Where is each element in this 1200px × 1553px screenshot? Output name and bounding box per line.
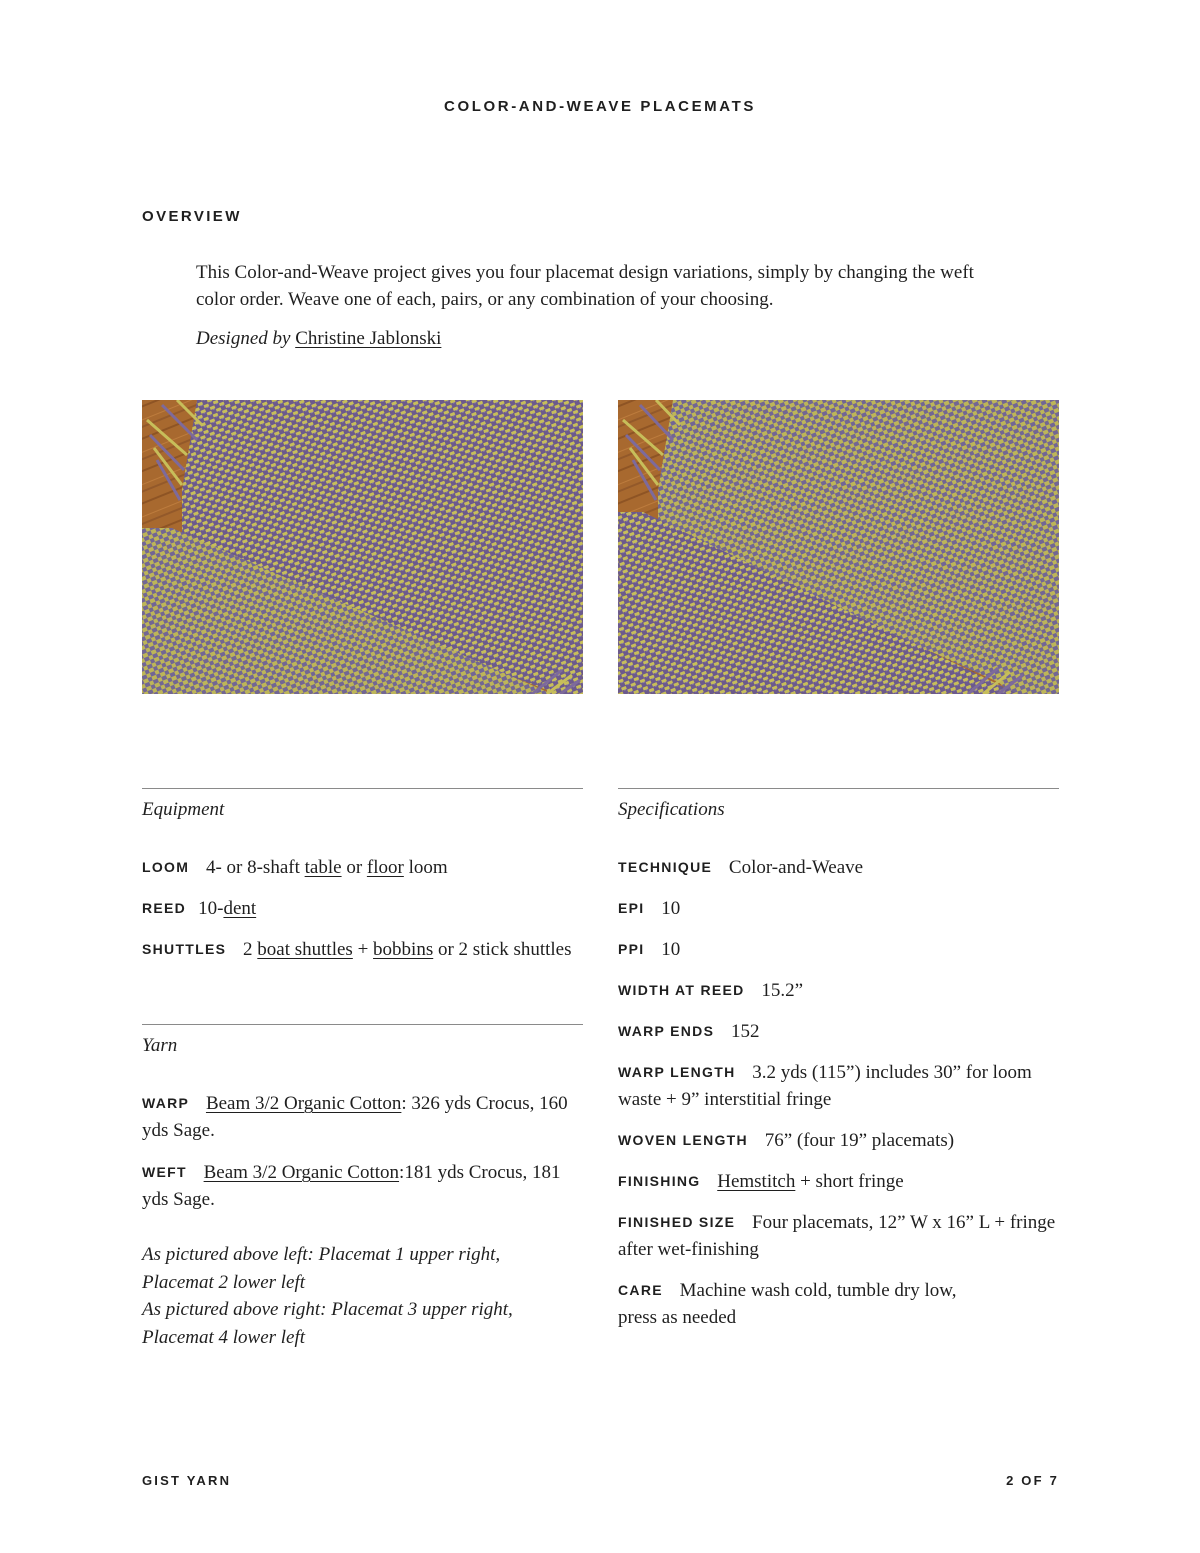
care-label: CARE xyxy=(618,1282,663,1298)
pictured-note-line: As pictured above left: Placemat 1 upper right, xyxy=(142,1244,501,1265)
placemat-photo-right xyxy=(618,400,1059,694)
weft-label: WEFT xyxy=(142,1164,187,1180)
spec-woven-length xyxy=(618,1127,1059,1154)
finished-size-value: Four placemats, 12” W x 16” L + fringe after wet-finishing xyxy=(618,1212,1056,1260)
yarn-weft xyxy=(142,1159,583,1213)
specifications-divider xyxy=(618,788,1059,789)
spec-epi xyxy=(618,895,1059,922)
warp-length-label: WARP LENGTH xyxy=(618,1064,736,1080)
pictured-note-line: As pictured above right: Placemat 3 upper right, xyxy=(142,1299,513,1320)
equipment-shuttles xyxy=(142,936,583,963)
table-loom-link[interactable]: table xyxy=(304,857,342,878)
bobbins-link[interactable]: bobbins xyxy=(373,939,434,960)
equipment-divider xyxy=(142,788,583,789)
pictured-note-line: Placemat 2 lower left xyxy=(142,1271,306,1293)
finished-size-label: FINISHED SIZE xyxy=(618,1214,736,1230)
finishing-label: FINISHING xyxy=(618,1173,701,1189)
spec-warp-length xyxy=(618,1059,1059,1113)
reed-label: REED xyxy=(142,900,187,916)
loom-mid: or xyxy=(346,857,363,878)
epi-value: 10 xyxy=(661,898,681,919)
warp-yarn-link[interactable]: Beam 3/2 Organic Cotton xyxy=(205,1093,402,1114)
ppi-value: 10 xyxy=(661,939,681,960)
spec-finishing xyxy=(618,1168,1059,1195)
warp-length-value: 3.2 yds (115”) includes 30” for loom waste + 9” interstitial fringe xyxy=(618,1062,1032,1110)
equipment-yarn-column xyxy=(142,788,583,1351)
loom-suffix: loom xyxy=(408,857,448,878)
technique-label: TECHNIQUE xyxy=(618,859,713,875)
designed-by-label: Designed by xyxy=(196,328,291,349)
footer-brand: GIST YARN xyxy=(142,1473,232,1488)
epi-label: EPI xyxy=(618,900,645,916)
specifications-column xyxy=(618,788,1059,1331)
overview-description xyxy=(196,259,1016,313)
care-value: press as needed xyxy=(618,1307,737,1328)
spec-care xyxy=(618,1277,1059,1331)
finishing-value: + short fringe xyxy=(800,1171,904,1192)
boat-shuttles-link[interactable]: boat shuttles xyxy=(257,939,353,960)
woven-length-value: 76” (four 19” placemats) xyxy=(764,1130,955,1151)
shuttles-mid: + xyxy=(357,939,369,960)
weft-yarn-link[interactable]: Beam 3/2 Organic Cotton xyxy=(203,1162,400,1183)
warp-yarn-amount: : 326 yds Crocus, 160 yds Sage. xyxy=(142,1093,568,1141)
designer-credit xyxy=(196,328,441,350)
pictured-note xyxy=(142,1241,583,1351)
page-number: 2 OF 7 xyxy=(1006,1473,1059,1488)
floor-loom-link[interactable]: floor xyxy=(366,857,404,878)
yarn-heading: Yarn xyxy=(142,1035,178,1056)
width-at-reed-label: WIDTH AT REED xyxy=(618,982,745,998)
overview-heading: OVERVIEW xyxy=(142,208,242,225)
spec-finished-size xyxy=(618,1209,1059,1263)
spec-technique xyxy=(618,854,1059,881)
weft-yarn-amount: :181 yds Crocus, 181 yds Sage. xyxy=(142,1162,561,1210)
spec-width-at-reed xyxy=(618,977,1059,1004)
designer-link[interactable]: Christine Jablonski xyxy=(295,328,442,349)
document-title: COLOR-AND-WEAVE PLACEMATS xyxy=(444,98,756,115)
care-value: Machine wash cold, tumble dry low, xyxy=(679,1280,957,1301)
technique-value: Color-and-Weave xyxy=(728,857,864,878)
shuttles-label: SHUTTLES xyxy=(142,941,227,957)
overview-text: This Color-and-Weave project gives you four placemat design variations, simply by changing the weft color order. Weave one of each, pairs, or any combination of your choosing. xyxy=(196,262,974,310)
shuttles-prefix: 2 xyxy=(243,939,253,960)
equipment-reed xyxy=(142,895,583,922)
loom-prefix: 4- or 8-shaft xyxy=(205,857,300,878)
ppi-label: PPI xyxy=(618,941,645,957)
yarn-warp xyxy=(142,1090,583,1144)
dent-link[interactable]: dent xyxy=(223,898,257,919)
loom-label: LOOM xyxy=(142,859,190,875)
pictured-note-line: Placemat 4 lower left xyxy=(142,1326,306,1348)
specifications-heading: Specifications xyxy=(618,799,725,820)
hemstitch-link[interactable]: Hemstitch xyxy=(717,1171,796,1192)
yarn-divider xyxy=(142,1024,583,1025)
spec-warp-ends xyxy=(618,1018,1059,1045)
warp-ends-value: 152 xyxy=(730,1021,760,1042)
warp-ends-label: WARP ENDS xyxy=(618,1023,715,1039)
shuttles-suffix: or 2 stick shuttles xyxy=(437,939,572,960)
placemat-photo-left xyxy=(142,400,583,694)
spec-ppi xyxy=(618,936,1059,963)
equipment-heading: Equipment xyxy=(142,799,225,820)
woven-length-label: WOVEN LENGTH xyxy=(618,1132,748,1148)
warp-label: WARP xyxy=(142,1095,190,1111)
equipment-loom xyxy=(142,854,583,881)
reed-prefix: 10- xyxy=(198,898,224,919)
width-at-reed-value: 15.2” xyxy=(761,980,803,1001)
